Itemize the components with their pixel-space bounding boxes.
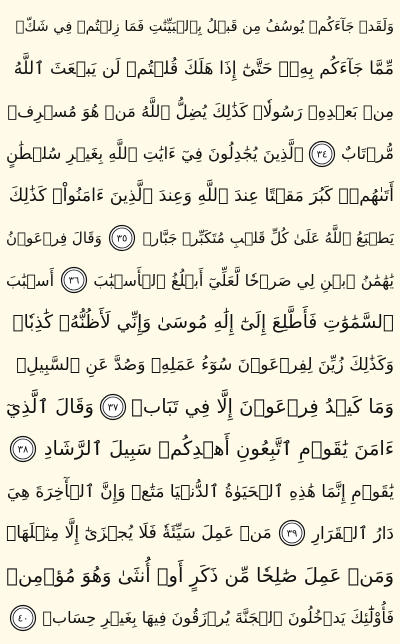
ayah-number-marker-35 (108, 224, 136, 252)
text-line-15 (6, 597, 394, 639)
text-line-14 (6, 554, 394, 596)
text-line-10 (6, 386, 394, 428)
text-line-7 (6, 259, 394, 301)
verse-text: فَأُوْلَٰٓئِكَ يَدۡخُلُونَ ٱلۡجَنَّةَ يُرۡزَقُونَ فِيهَا بِغَيۡرِ حِسَابٖ (42, 608, 394, 628)
ayah-number-marker-37 (99, 393, 127, 421)
verse-text: وَلَقَدۡ جَآءَكُمۡ يُوسُفُ مِن قَبۡلُ بِٱلۡبَيِّنَٰتِ فَمَا زِلۡتُمۡ فِي شَكّٖ (15, 19, 394, 36)
ayah-number-marker-39 (278, 519, 306, 547)
verse-text: وَقَالَ فِرۡعَوۡنُ (6, 229, 102, 248)
ayah-number-marker-40 (9, 604, 37, 632)
verse-text: وَمَا كَيۡدُ فِرۡعَوۡنَ إِلَّا فِي تَبَابٖ (131, 395, 394, 419)
text-line-2 (6, 48, 394, 90)
ayah-number: ٣٤ (316, 149, 328, 161)
ayah-number: ٣٩ (286, 528, 298, 540)
ayah-number: ٣٧ (107, 402, 118, 414)
ayah-number-marker-38 (9, 435, 37, 463)
verse-text: مُّرۡتَابٌ (341, 144, 394, 164)
text-line-3 (6, 90, 394, 132)
text-line-11 (6, 428, 394, 470)
verse-text: أَتَىٰهُمۡۖ كَبُرَ مَقۡتًا عِندَ ٱللَّهِ وَعِندَ ٱلَّذِينَ ءَامَنُواْۚ كَذَٰلِكَ (8, 185, 394, 206)
text-line-5 (6, 175, 394, 217)
verse-text: مَنۡ عَمِلَ سَيِّئَةٗ فَلَا يُجۡزَىٰٓ إِلَّا مِثۡلَهَاۖ (6, 523, 272, 544)
verse-text: يَٰهَٰمَٰنُ ٱبۡنِ لِي صَرۡحٗا لَّعَلِّيٓ أَبۡلُغُ ٱلۡأَسۡبَٰبَ (93, 270, 394, 290)
ayah-number-marker-36 (60, 266, 88, 294)
verse-text: أَسۡبَٰبَ (6, 270, 55, 290)
verse-text: مِّمَّا جَآءَكُم بِهِۦۖ حَتَّىٰٓ إِذَا هَلَكَ قُلۡتُمۡ لَن يَبۡعَثَ ٱللَّهُ (13, 59, 394, 80)
ayah-number: ٣٥ (116, 233, 128, 245)
text-line-1 (6, 6, 394, 48)
text-line-13 (6, 512, 394, 554)
verse-text: ٱلَّذِينَ يُجَٰدِلُونَ فِيٓ ءَايَٰتِ ٱللَّهِ بِغَيۡرِ سُلۡطَٰنٍ (6, 144, 304, 164)
verse-text: ءَامَنَ يَٰقَوۡمِ ٱتَّبِعُونِ أَهۡدِكُمۡ سَبِيلَ ٱلرَّشَادِ (43, 437, 394, 461)
text-line-9 (6, 344, 394, 386)
text-line-6 (6, 217, 394, 259)
ayah-number-marker-34 (308, 140, 336, 168)
ayah-number: ٣٨ (17, 444, 29, 456)
text-line-4 (6, 133, 394, 175)
ayah-number: ٤٠ (17, 613, 29, 625)
text-line-12 (6, 470, 394, 512)
verse-text: مِنۢ بَعۡدِهِۦ رَسُولٗاۚ كَذَٰلِكَ يُضِلُّ ٱللَّهُ مَنۡ هُوَ مُسۡرِفٞ (7, 101, 394, 121)
verse-text: يَطۡبَعُ ٱللَّهُ عَلَىٰ كُلِّ قَلۡبِ مُتَكَبِّرٖ جَبَّارٖ (142, 229, 394, 248)
verse-text: وَقَالَ ٱلَّذِيٓ (6, 395, 94, 419)
ayah-number: ٣٦ (68, 275, 80, 287)
verse-text: وَكَذَٰلِكَ زُيِّنَ لِفِرۡعَوۡنَ سُوٓءُ عَمَلِهِۦ وَصُدَّ عَنِ ٱلسَّبِيلِۚ (16, 354, 394, 375)
verse-text: وَمَنۡ عَمِلَ صَٰلِحٗا مِّن ذَكَرٍ أَوۡ أُنثَىٰ وَهُوَ مُؤۡمِنٞ (6, 564, 394, 588)
verse-text: يَٰقَوۡمِ إِنَّمَا هَٰذِهِ ٱلۡحَيَوٰةُ ٱلدُّنۡيَا مَتَٰعٞ وَإِنَّ ٱلۡأٓخِرَةَ هِيَ (6, 481, 394, 502)
verse-text: ٱلسَّمَٰوَٰتِ فَأَطَّلِعَ إِلَىٰٓ إِلَٰهِ مُوسَىٰ وَإِنِّي لَأَظُنُّهُۥ كَٰذِبٗاۚ (12, 311, 394, 333)
verse-text: دَارُ ٱلۡقَرَارِ (311, 523, 394, 544)
text-line-8 (6, 301, 394, 343)
